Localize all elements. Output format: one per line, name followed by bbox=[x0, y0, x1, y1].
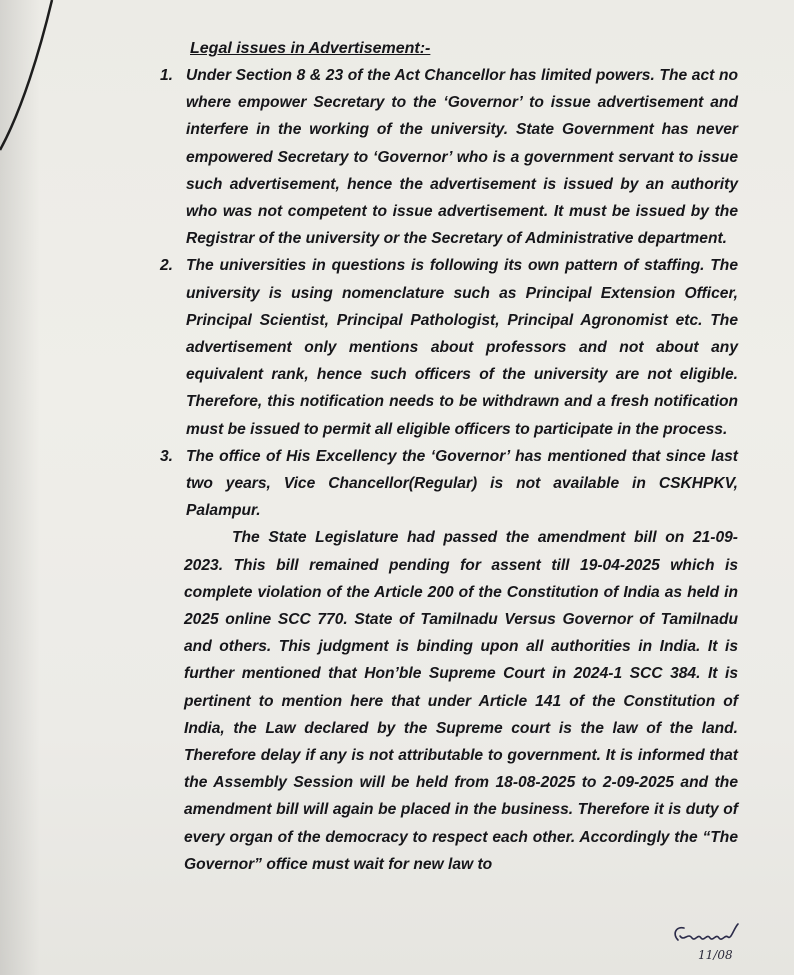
signature bbox=[668, 918, 748, 970]
list-item-number: 1. bbox=[160, 67, 174, 84]
paper-edge-line bbox=[0, 0, 60, 200]
signature-date: 11/08 bbox=[698, 948, 733, 962]
list-item bbox=[160, 62, 738, 252]
list-item bbox=[160, 252, 738, 442]
list-item-text: The universities in questions is following its own pattern of staffing. The university is using nomenclature such as Principal Extension Officer, Principal Scientist, Principal Pathologist, Principal Agronomist etc. The advertisement only mentions about professors and not about any equivalent rank, hence such officers of the university are not eligible. Therefore, this notification needs to be withdrawn and a fresh notification must be issued to permit all eligible officers to participate in the process. bbox=[186, 257, 738, 438]
list-item bbox=[160, 443, 738, 525]
list-item-text: Under Section 8 & 23 of the Act Chancellor has limited powers. The act no where empower Secretary to the ‘Governor’ to issue advertisement and interfere in the working of the university. State Government has never empowered Secretary to ‘Governor’ who is a government servant to issue such advertisement, hence the advertisement is issued by an authority who was not competent to issue advertisement. It must be issued by the Registrar of the university or the Secretary of Administrative department. bbox=[186, 67, 738, 248]
section-heading: Legal issues in Advertisement:- bbox=[190, 40, 431, 57]
list-item-text: The office of His Excellency the ‘Governor’ has mentioned that since last two years, Vice Chancellor(Regular) is not available in CSKHPKV, Palampur. bbox=[186, 447, 738, 520]
list-item-number: 3. bbox=[160, 447, 174, 465]
list-item-number: 2. bbox=[160, 257, 174, 275]
document-body bbox=[160, 36, 738, 878]
body-paragraph: The State Legislature had passed the amendment bill on 21-09-2023. This bill remained pending for assent till 19-04-2025 which is complete violation of the Article 200 of the Constitution of India as held in 2025 online SCC 770. State of Tamilnadu Versus Governor of Tamilnadu and others. This judgment is binding upon all authorities in India. It is further mentioned that Hon’ble Supreme Court in 2024-1 SCC 384. It is pertinent to mention here that under Article 141 of the Constitution of India, the Law declared by the Supreme court is the law of the land. Therefore delay if any is not attributable to government. It is informed that the Assembly Session will be held from 18-08-2025 to 2-09-2025 and the amendment bill will again be placed in the business. Therefore it is duty of every organ of the democracy to respect each other. Accordingly the “The Governor” office must wait for new law to bbox=[184, 529, 738, 873]
signature-scribble bbox=[668, 918, 748, 952]
